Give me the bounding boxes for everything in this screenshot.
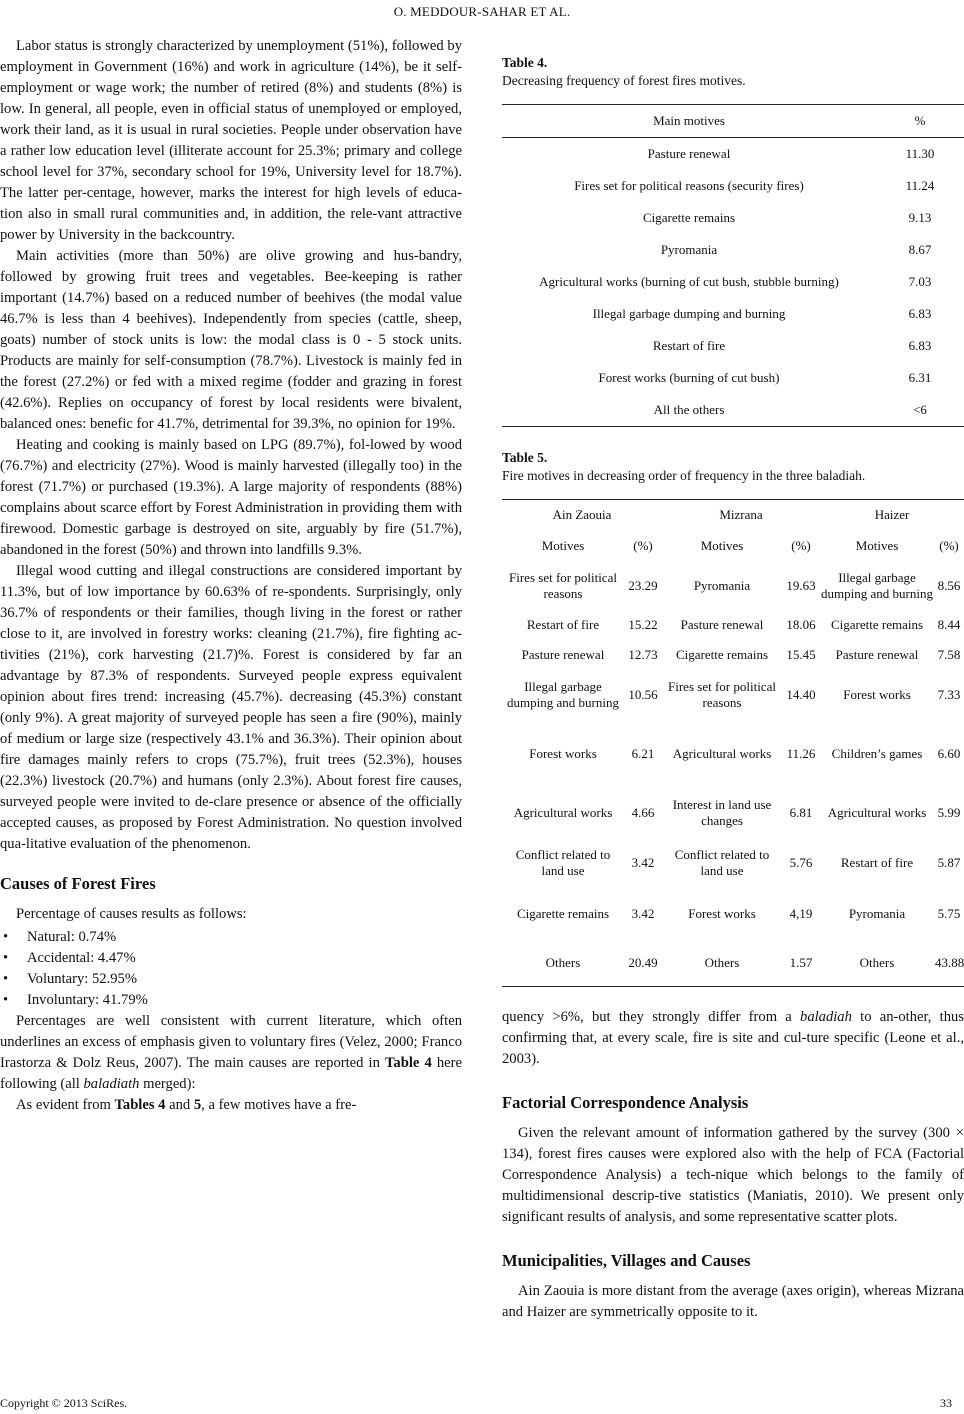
table-row	[502, 888, 964, 940]
table5-pct-cell: 10.56	[628, 687, 658, 702]
table5-pct-cell: 4,19	[789, 906, 813, 921]
table4-pct-cell: 8.67	[908, 242, 932, 257]
table5-motive-cell: Agricultural works	[827, 805, 927, 820]
table-row	[502, 202, 964, 234]
table5-group-mizrana: Mizrana	[719, 507, 763, 522]
table5-motive-cell: Agricultural works	[672, 746, 772, 761]
bullet-icon: •	[3, 929, 9, 945]
table5-subheader: Motives	[855, 538, 899, 553]
table5-motive-cell: Cigarette remains	[830, 617, 924, 632]
page-number: 33	[940, 1396, 952, 1410]
causes-list	[0, 927, 462, 1011]
table4-motive-cell: Pasture renewal	[647, 146, 731, 161]
table5-motive-cell: Forest works	[688, 906, 756, 921]
table5-pct-cell: 6.21	[631, 746, 655, 761]
table5-pct-cell: 3.42	[631, 855, 655, 870]
table4	[502, 104, 964, 427]
table4-header-pct: %	[876, 105, 964, 138]
table-row	[502, 640, 964, 670]
table-row	[502, 170, 964, 202]
footer-copyright: Copyright © 2013 SciRes.	[0, 1396, 128, 1410]
table5-motive-cell: Illegal garbage dumping and burning	[821, 570, 933, 601]
running-header: O. MEDDOUR-SAHAR ET AL.	[393, 4, 571, 19]
table4-caption: Decreasing frequency of forest fires motives.	[502, 73, 746, 88]
table4-motive-cell: All the others	[653, 402, 725, 417]
table5-subheader: (%)	[939, 538, 959, 553]
paragraph-percentages: Percentages are well consistent with current literature, which often underlines an excess of emphasis given to voluntary fires (Velez, 2000; Franco Irastorza & Dolz Reus, 2007). The main causes are reported in Table 4 here following (all baladiath merged):	[0, 1013, 462, 1092]
section-heading-causes: Causes of Forest Fires	[0, 874, 156, 893]
table-row	[502, 362, 964, 394]
table4-motive-cell: Restart of fire	[652, 338, 726, 353]
table5-pct-cell: 14.40	[786, 687, 816, 702]
table5-pct-cell: 7.33	[937, 687, 961, 702]
list-item: • Accidental: 4.47%	[0, 948, 462, 969]
table4-motive-cell: Illegal garbage dumping and burning	[592, 306, 786, 321]
list-item: • Involuntary: 41.79%	[0, 990, 462, 1011]
table5-motive-cell: Fires set for political reasons	[668, 679, 776, 710]
table4-pct-cell: <6	[913, 402, 927, 417]
table-row	[502, 610, 964, 640]
table5-pct-cell: 4.66	[631, 805, 655, 820]
table5-pct-cell: 5.76	[789, 855, 813, 870]
bullet-icon: •	[3, 992, 9, 1008]
table5-motive-cell: Interest in land use changes	[672, 797, 772, 828]
table5-motive-cell: Cigarette remains	[675, 647, 769, 662]
list-item: • Natural: 0.74%	[0, 927, 462, 948]
table4-pct-cell: 6.31	[908, 370, 932, 385]
table-ref: Table 4	[385, 1055, 432, 1071]
table5-motive-cell: Illegal garbage dumping and burning	[507, 679, 619, 710]
table5-subheader: (%)	[791, 538, 811, 553]
table5-motive-cell: Others	[545, 954, 581, 970]
table5-pct-cell: 6.60	[937, 746, 961, 761]
table5-pct-cell: 19.63	[786, 578, 816, 593]
table5-group-haizer: Haizer	[874, 507, 910, 522]
table5-subheader: (%)	[633, 538, 653, 553]
table4-motive-cell: Fires set for political reasons (security fires)	[574, 178, 804, 193]
table-row	[502, 562, 964, 610]
paragraph-heating: Heating and cooking is mainly based on LPG (89.7%), fol-lowed by wood (76.7%) and electricity (27%). Wood is mainly harvested (illegally too) in the forest (71.7%) or purchased (19.3%). A large majority of respondents (88%) complains about scarce effort by Forest Administration in providing them with firewood. Domestic garbage is destroyed on site, arguably by fire (51.7%), abandoned in the forest (50%) and thrown into landfills 9.3%.	[0, 437, 462, 558]
table5-pct-cell: 7.58	[937, 647, 961, 662]
table-row	[502, 298, 964, 330]
table5-motive-cell: Forest works	[529, 746, 597, 761]
table4-motive-cell: Pyromania	[660, 242, 718, 257]
table5-motive-cell: Pyromania	[848, 906, 906, 921]
table5-motive-cell: Restart of fire	[526, 617, 600, 632]
table4-pct-cell: 6.83	[908, 306, 932, 321]
table-row	[502, 670, 964, 720]
table5-pct-cell: 20.49	[628, 954, 658, 970]
table5-motive-cell: Forest works	[843, 687, 911, 702]
table5-group-ain-zaouia: Ain Zaouia	[552, 507, 612, 522]
paragraph-labor-status: Labor status is strongly characterized by unemployment (51%), followed by employment in Government (16%) and work in agriculture (14%), be it self-employment or wage work; the number of retired (8%) and students (8%) is low. In general, all people, even in official status of unemployed or employed, work their land, as it is usual in rural societies. People under observation have a rather low education level (illiterate account for 25.3%; primary and college school level for 37%, secondary school for 19%, University level for 18.7%). The latter per-centage, however, marks the interest for high levels of educa-tion also in small rural communities and, in addition, the rele-vant attractive power by University in the backcountry.	[0, 38, 462, 243]
table-ref: 5	[193, 1097, 202, 1113]
table5-motive-cell: Conflict related to land use	[515, 847, 611, 878]
table5-motive-cell: Agricultural works	[513, 805, 613, 820]
section-heading-municipalities: Municipalities, Villages and Causes	[502, 1250, 751, 1270]
bullet-icon: •	[3, 950, 9, 966]
left-column	[0, 36, 462, 1116]
table5-pct-cell: 8.44	[937, 617, 961, 632]
table4-motive-cell: Forest works (burning of cut bush)	[598, 370, 780, 385]
table5-pct-cell: 23.29	[628, 578, 658, 593]
table5-motive-cell: Restart of fire	[840, 855, 914, 870]
table5-motive-cell: Conflict related to land use	[674, 847, 770, 878]
table4-pct-cell: 11.30	[905, 146, 935, 161]
table5-pct-cell: 1.57	[789, 954, 813, 970]
table-row	[502, 138, 964, 171]
section-heading-fca: Factorial Correspondence Analysis	[502, 1092, 749, 1112]
table5-motive-cell: Pasture renewal	[680, 617, 764, 632]
table5-pct-cell: 18.06	[786, 617, 816, 632]
table5-motive-cell: Pasture renewal	[521, 647, 605, 662]
paragraph-municipalities: Ain Zaouia is more distant from the average (axes origin), whereas Mizrana and Haizer are symmetrically opposite to it.	[502, 1282, 964, 1320]
table-row	[502, 940, 964, 986]
table5-pct-cell: 15.45	[786, 647, 816, 662]
table5-pct-cell: 8.56	[937, 578, 961, 593]
table5-pct-cell: 11.26	[786, 746, 816, 761]
table4-pct-cell: 7.03	[908, 274, 932, 289]
right-column	[502, 54, 964, 1323]
table-row	[502, 330, 964, 362]
table4-pct-cell: 6.83	[908, 338, 932, 353]
table4-motive-cell: Cigarette remains	[642, 210, 736, 225]
table4-pct-cell: 9.13	[908, 210, 932, 225]
causes-intro: Percentage of causes results as follows:	[16, 906, 247, 922]
table5-pct-cell: 6.81	[789, 805, 813, 820]
table5-motive-cell: Fires set for political reasons	[509, 570, 617, 601]
table-row	[502, 720, 964, 788]
table4-label: Table 4.	[502, 55, 548, 70]
paragraph-quency: quency >6%, but they strongly differ from a baladiah to an-other, thus confirming that, at every scale, fire is site and cul-ture specific (Leone et al., 2003).	[502, 1008, 964, 1067]
table-ref: Tables 4	[114, 1097, 166, 1113]
paragraph-main-activities: Main activities (more than 50%) are olive growing and hus-bandry, followed by growing fruit trees and vegetables. Bee-keeping is rather important (14.7%) based on a reduced number of beehives (the modal value 46.7% is less than 4 beehives). Independently from species (cattle, sheep, goats) number of stock units is low: the modal class is 0 - 5 stock units. Products are mainly for self-consumption (78.7%). Livestock is mainly fed in the forest (27.2%) or fed with a mixed regime (fodder and grazing in forest (42.6%). Replies on occupancy of forest by local residents were bivalent, balanced ones: benefic for 41.7%, detrimental for 39.3%, no opinion for 19%.	[0, 248, 462, 432]
table5-pct-cell: 5.99	[937, 805, 961, 820]
table5-pct-cell: 3.42	[631, 906, 655, 921]
list-item: • Voluntary: 52.95%	[0, 969, 462, 990]
table-row	[502, 838, 964, 888]
table5-subheader: Motives	[541, 538, 585, 553]
table5-motive-cell: Pyromania	[693, 578, 751, 593]
paragraph-fca: Given the relevant amount of information gathered by the survey (300 × 134), forest fires causes were explored also with the help of FCA (Factorial Correspondence Analysis) a tech-nique which belongs to the family of multidimensional descrip-tive statistics (Maniatis, 2010). We present only significant results of analysis, and some representative scatter plots.	[502, 1124, 964, 1225]
table5-label: Table 5.	[502, 450, 548, 465]
table5-pct-cell: 5.75	[937, 906, 961, 921]
table5-pct-cell: 5.87	[937, 855, 961, 870]
table-row	[502, 266, 964, 298]
table5-motive-cell: Others	[704, 954, 740, 970]
table5-motive-cell: Children’s games	[831, 746, 923, 761]
paragraph-as-evident: As evident from Tables 4 and 5, a few motives have a fre-	[16, 1097, 357, 1113]
table4-header-motives: Main motives	[502, 105, 876, 138]
table5-pct-cell: 43.88	[935, 954, 964, 970]
table5-caption: Fire motives in decreasing order of frequency in the three baladiah.	[502, 468, 866, 483]
bullet-icon: •	[3, 971, 9, 987]
table4-pct-cell: 11.24	[905, 178, 935, 193]
table-row	[502, 788, 964, 838]
table5-motive-cell: Pasture renewal	[835, 647, 919, 662]
table5	[502, 499, 964, 987]
table5-motive-cell: Others	[859, 954, 895, 970]
table-row	[502, 394, 964, 427]
table4-motive-cell: Agricultural works (burning of cut bush, stubble burning)	[539, 274, 839, 289]
table5-subheader: Motives	[700, 538, 744, 553]
table5-pct-cell: 12.73	[628, 647, 658, 662]
table5-pct-cell: 15.22	[628, 617, 658, 632]
table5-motive-cell: Cigarette remains	[516, 906, 610, 921]
table-row	[502, 234, 964, 266]
paragraph-illegal-wood: Illegal wood cutting and illegal constructions are considered important by 11.3%, but of low importance by 60.63% of re-spondents. Surprisingly, only 36.7% of respondents or their families, though living in the forest or rather close to it, are involved in forestry works: cleaning (21.7%), fire fighting ac-tivities (21%), cork harvesting (21.7)%. Forest is considered by far an advantage by 87.3% of respondents. Surveyed people express equivalent opinion about fires trend: increasing (45.7%). decreasing (45.3%) constant (only 9%). A great majority of surveyed people has seen a fire (90%), mainly of medium or large size (respectively 43.1% and 36.3%). Their opinion about fire damages mainly refers to crops (75.7%), fruit trees (52.3%), houses (22.3%) livestock (20.7%) and humans (only 2.3%). About forest fire causes, surveyed people were invited to de-clare presence or absence of the officially accepted causes, as proposed by Forest Administration. No question involved qua-litative evaluation of the phenomenon.	[0, 563, 462, 852]
